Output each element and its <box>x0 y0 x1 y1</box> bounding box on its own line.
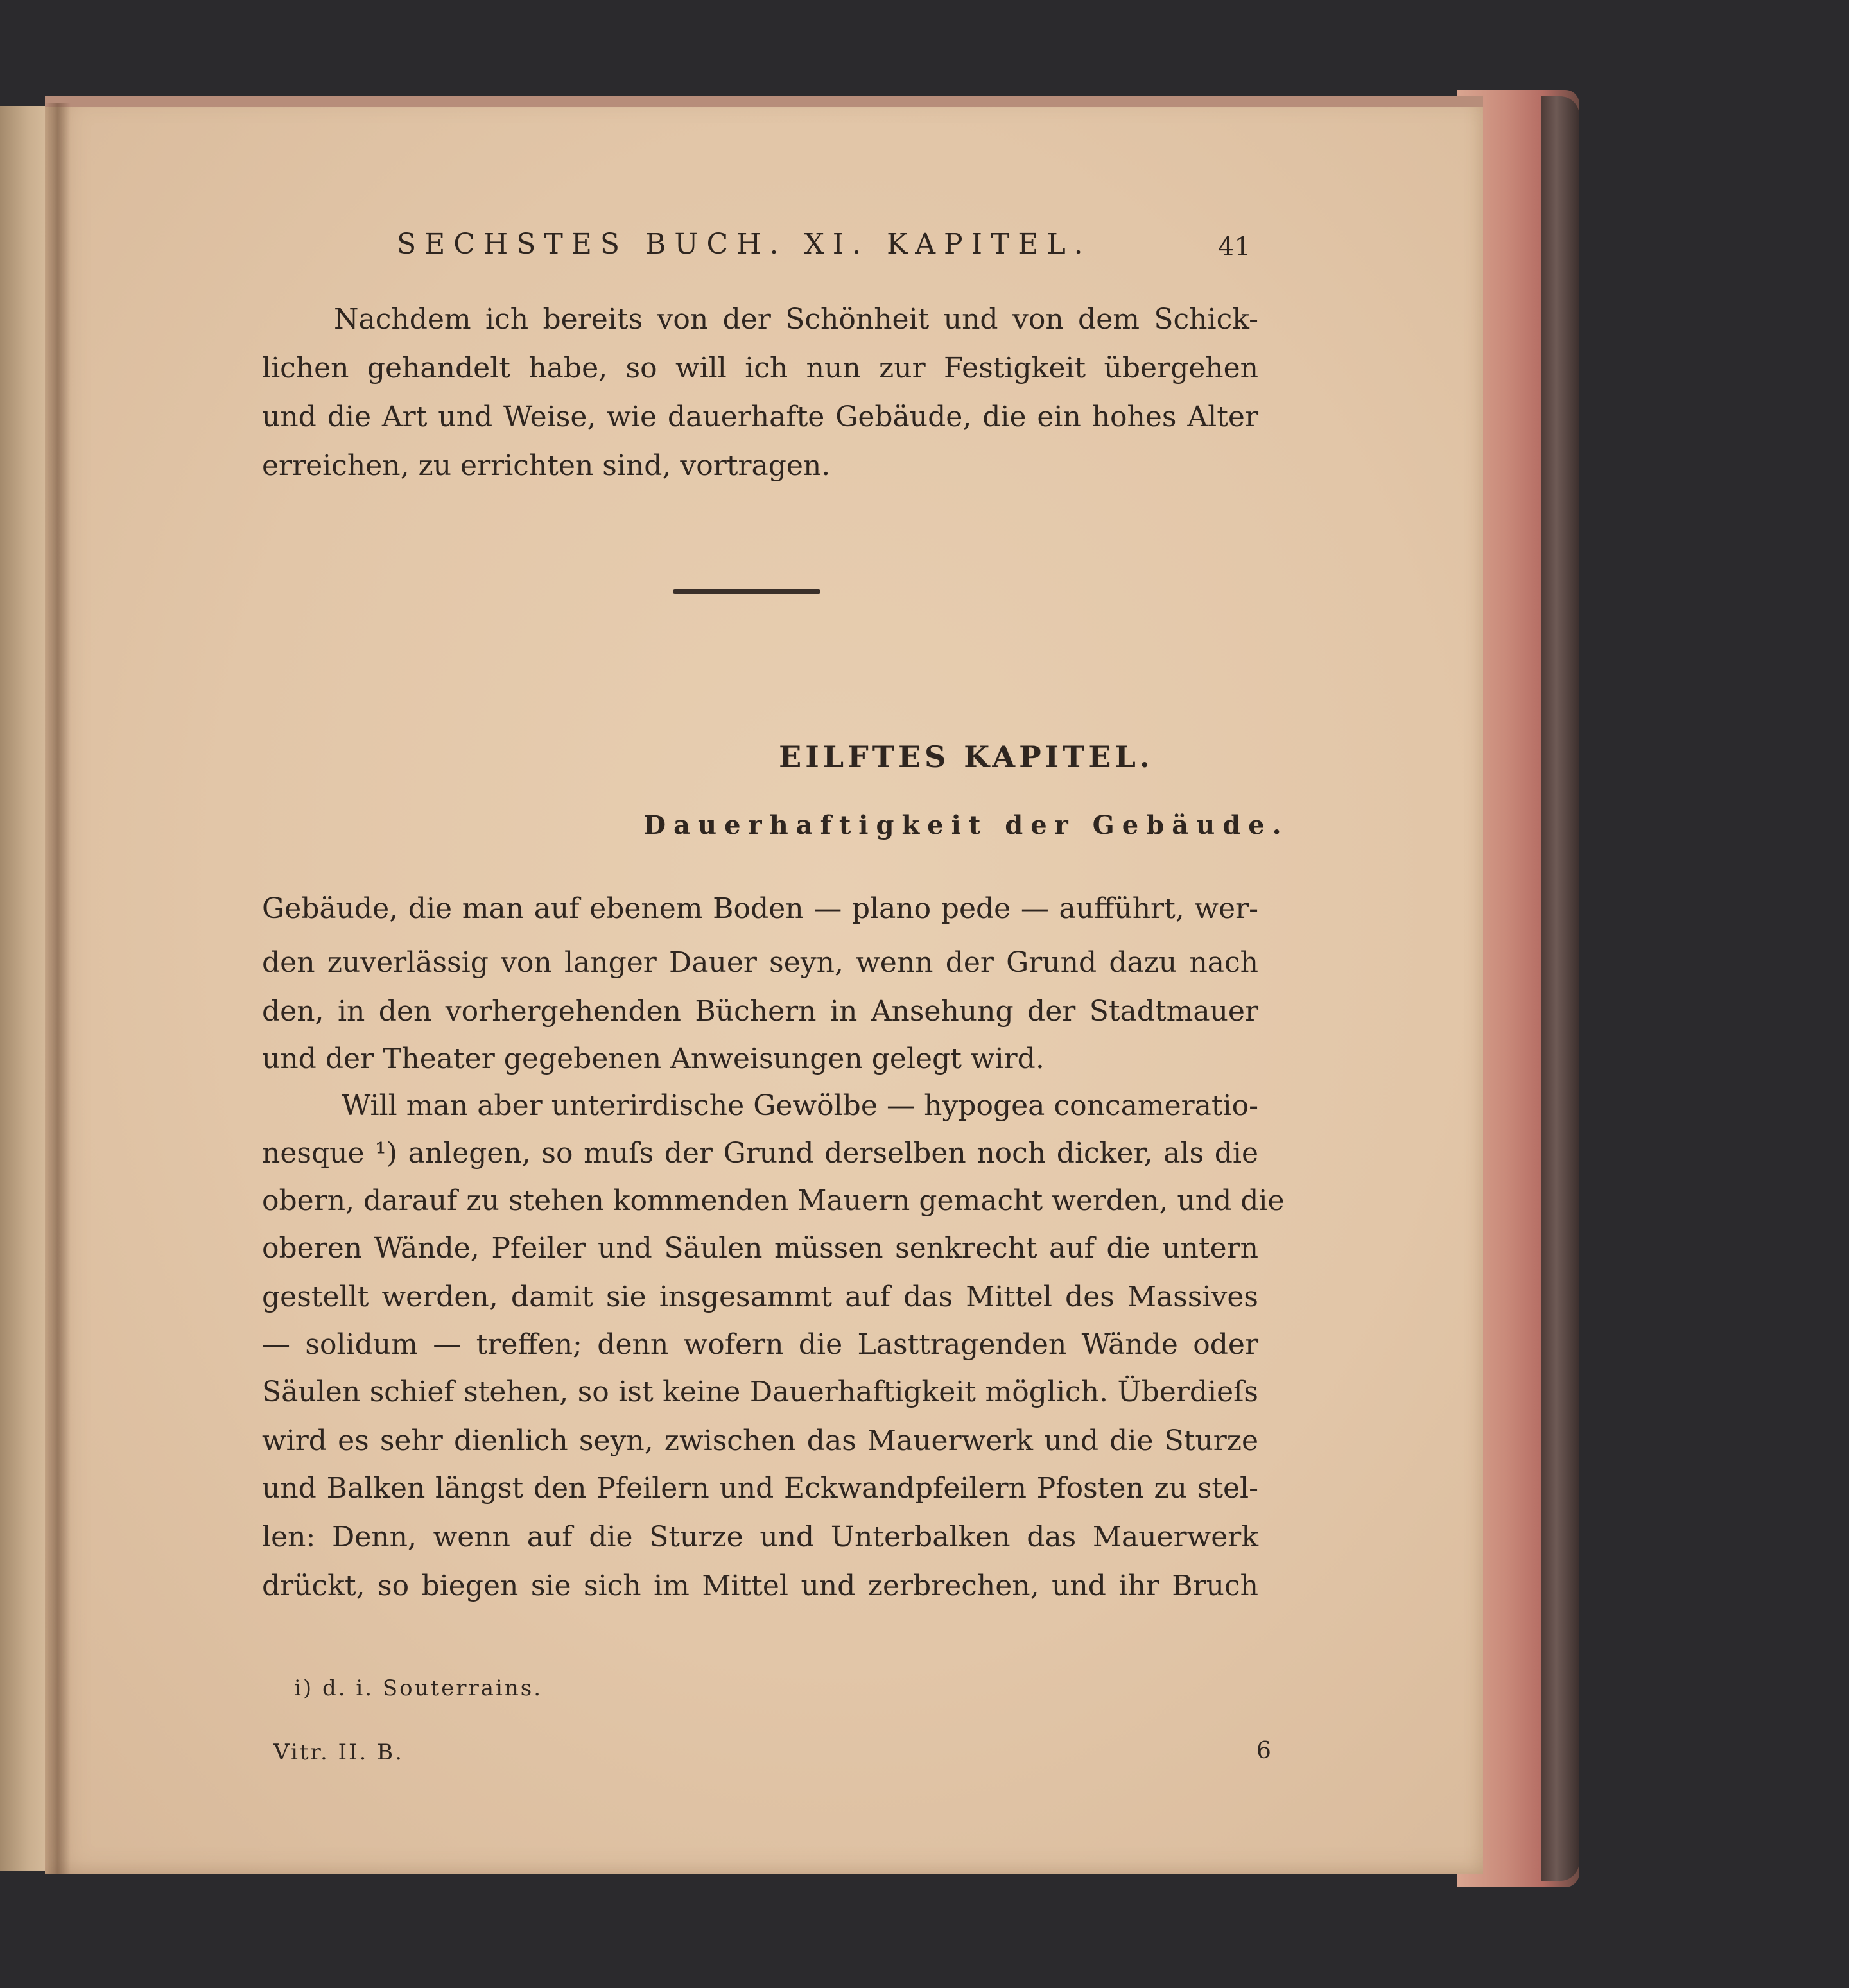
body-line: den zuverlässig von langer Dauer seyn, wenn der Grund dazu nach <box>262 946 1258 979</box>
body-line: den, in den vorhergehenden Büchern in Ansehung der Stadtmauer <box>262 995 1258 1028</box>
section-divider <box>673 589 820 594</box>
body-line: und der Theater gegebenen Anweisungen gelegt wird. <box>262 1042 1045 1075</box>
footnote: i) d. i. Souterrains. <box>294 1675 543 1701</box>
chapter-subtitle: Dauerhaftigkeit der Gebäude. <box>643 810 1289 840</box>
intro-line: lichen gehandelt habe, so will ich nun zur Festigkeit übergehen <box>262 352 1258 385</box>
body-line: und Balken längst den Pfeilern und Eckwandpfeilern Pfosten zu stel- <box>262 1472 1258 1505</box>
body-line: Will man aber unterirdische Gewölbe — hypogea concameratio- <box>342 1089 1258 1122</box>
body-line: obern, darauf zu stehen kommenden Mauern gemacht werden, und die <box>262 1184 1285 1217</box>
body-line: oberen Wände, Pfeiler und Säulen müssen senkrecht auf die untern <box>262 1232 1258 1265</box>
book-cover-edge <box>1541 96 1579 1881</box>
body-line: len: Denn, wenn auf die Sturze und Unterbalken das Mauerwerk <box>262 1521 1258 1553</box>
body-line: nesque ¹) anlegen, so muſs der Grund derselben noch dicker, als die <box>262 1137 1258 1170</box>
running-head: SECHSTES BUCH. XI. KAPITEL. <box>397 228 1091 261</box>
sheet-number: 6 <box>1256 1738 1271 1764</box>
body-line: Säulen schief stehen, so ist keine Dauerhaftigkeit möglich. Überdieſs <box>262 1376 1258 1408</box>
body-line: Gebäude, die man auf ebenem Boden — plano pede — aufführt, wer- <box>262 892 1258 925</box>
body-line: — solidum — treffen; denn wofern die Lasttragenden Wände oder <box>262 1328 1258 1361</box>
intro-line: erreichen, zu errichten sind, vortragen. <box>262 449 831 482</box>
page-number: 41 <box>1218 232 1251 262</box>
chapter-title: EILFTES KAPITEL. <box>779 739 1154 774</box>
intro-line: und die Art und Weise, wie dauerhafte Gebäude, die ein hohes Alter <box>262 401 1258 433</box>
book-gutter <box>45 103 71 1874</box>
body-line: drückt, so biegen sie sich im Mittel und zerbrechen, und ihr Bruch <box>262 1569 1258 1602</box>
body-line: wird es sehr dienlich seyn, zwischen das Mauerwerk und die Sturze <box>262 1424 1258 1457</box>
body-line: gestellt werden, damit sie insgesammt auf das Mittel des Massives <box>262 1281 1258 1313</box>
intro-line: Nachdem ich bereits von der Schönheit und von dem Schick- <box>334 303 1258 336</box>
page-top-edge <box>45 96 1483 107</box>
signature-mark: Vitr. II. B. <box>273 1740 404 1765</box>
